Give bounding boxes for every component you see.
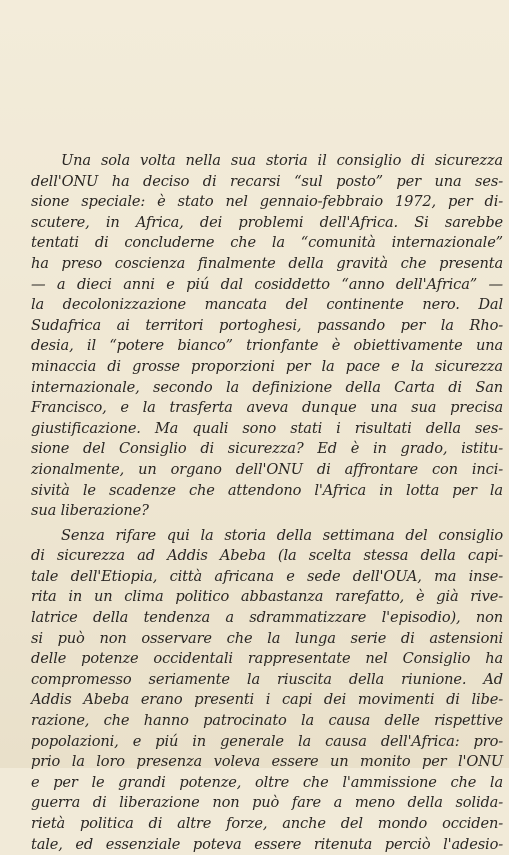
text-line: guerra di liberazione non può fare a meno della solida- bbox=[31, 794, 503, 812]
text-line: razione, che hanno patrocinato la causa delle rispettive bbox=[31, 712, 503, 730]
text-line: sua liberazione? bbox=[31, 502, 149, 520]
paragraph-2 bbox=[31, 526, 503, 855]
text-line: giustificazione. Ma quali sono stati i risultati della ses- bbox=[31, 419, 503, 437]
text-line: compromesso seriamente la riuscita della riunione. Ad bbox=[31, 670, 503, 688]
paragraph-1 bbox=[31, 151, 503, 522]
text-line: sione speciale: è stato nel gennaio-febbraio 1972, per di- bbox=[31, 193, 503, 211]
text-line: Senza rifare qui la storia della settimana del consiglio bbox=[61, 526, 503, 544]
text-line: Francisco, e la trasferta aveva dunque una sua precisa bbox=[31, 399, 503, 417]
text-line: si può non osservare che la lunga serie di astensioni bbox=[31, 629, 503, 647]
text-line: Una sola volta nella sua storia il consiglio di sicurezza bbox=[61, 152, 503, 169]
text-line: scutere, in Africa, dei problemi dell'Africa. Si sarebbe bbox=[31, 213, 503, 231]
text-line: tentati di concluderne che la “comunità internazionale” bbox=[31, 234, 503, 252]
text-line: zionalmente, un organo dell'ONU di affrontare con inci- bbox=[31, 460, 503, 478]
text-line: dell'ONU ha deciso di recarsi “sul posto” per una ses- bbox=[31, 172, 503, 190]
text-line: minaccia di grosse proporzioni per la pace e la sicurezza bbox=[31, 357, 503, 375]
text-line: prio la loro presenza voleva essere un monito per l'ONU bbox=[31, 753, 503, 771]
text-line: internazionale, secondo la definizione della Carta di San bbox=[31, 378, 503, 396]
text-line: Sudafrica ai territori portoghesi, passando per la Rho- bbox=[31, 316, 503, 334]
text-line: tale dell'Etiopia, città africana e sede dell'OUA, ma inse- bbox=[31, 567, 503, 585]
text-line: delle potenze occidentali rappresentate nel Consiglio ha bbox=[31, 650, 503, 668]
text-line: sione del Consiglio di sicurezza? Ed è in grado, istitu- bbox=[31, 440, 503, 458]
text-line: la decolonizzazione mancata del continente nero. Dal bbox=[31, 296, 503, 314]
text-line: — a dieci anni e piú dal cosiddetto “anno dell'Africa” — bbox=[31, 275, 503, 293]
text-line: ha preso coscienza finalmente della gravità che presenta bbox=[31, 254, 503, 272]
text-line: rita in un clima politico abbastanza rarefatto, è già rive- bbox=[31, 588, 503, 606]
text-line: desia, il “potere bianco” trionfante è obiettivamente una bbox=[31, 337, 503, 355]
text-line: latrice della tendenza a sdrammatizzare l'episodio), non bbox=[31, 609, 503, 627]
text-line: e per le grandi potenze, oltre che l'ammissione che la bbox=[31, 773, 503, 791]
body-text bbox=[31, 151, 503, 855]
text-line: tale, ed essenziale poteva essere ritenuta perciò l'adesio- bbox=[31, 835, 503, 853]
text-line: sività le scadenze che attendono l'Africa in lotta per la bbox=[31, 481, 503, 499]
text-line: di sicurezza ad Addis Abeba (la scelta stessa della capi- bbox=[31, 547, 503, 565]
text-line: Addis Abeba erano presenti i capi dei movimenti di libe- bbox=[31, 691, 503, 709]
text-line: rietà politica di altre forze, anche del mondo occiden- bbox=[31, 815, 503, 832]
text-line: popolazioni, e piú in generale la causa dell'Africa: pro- bbox=[31, 732, 503, 750]
